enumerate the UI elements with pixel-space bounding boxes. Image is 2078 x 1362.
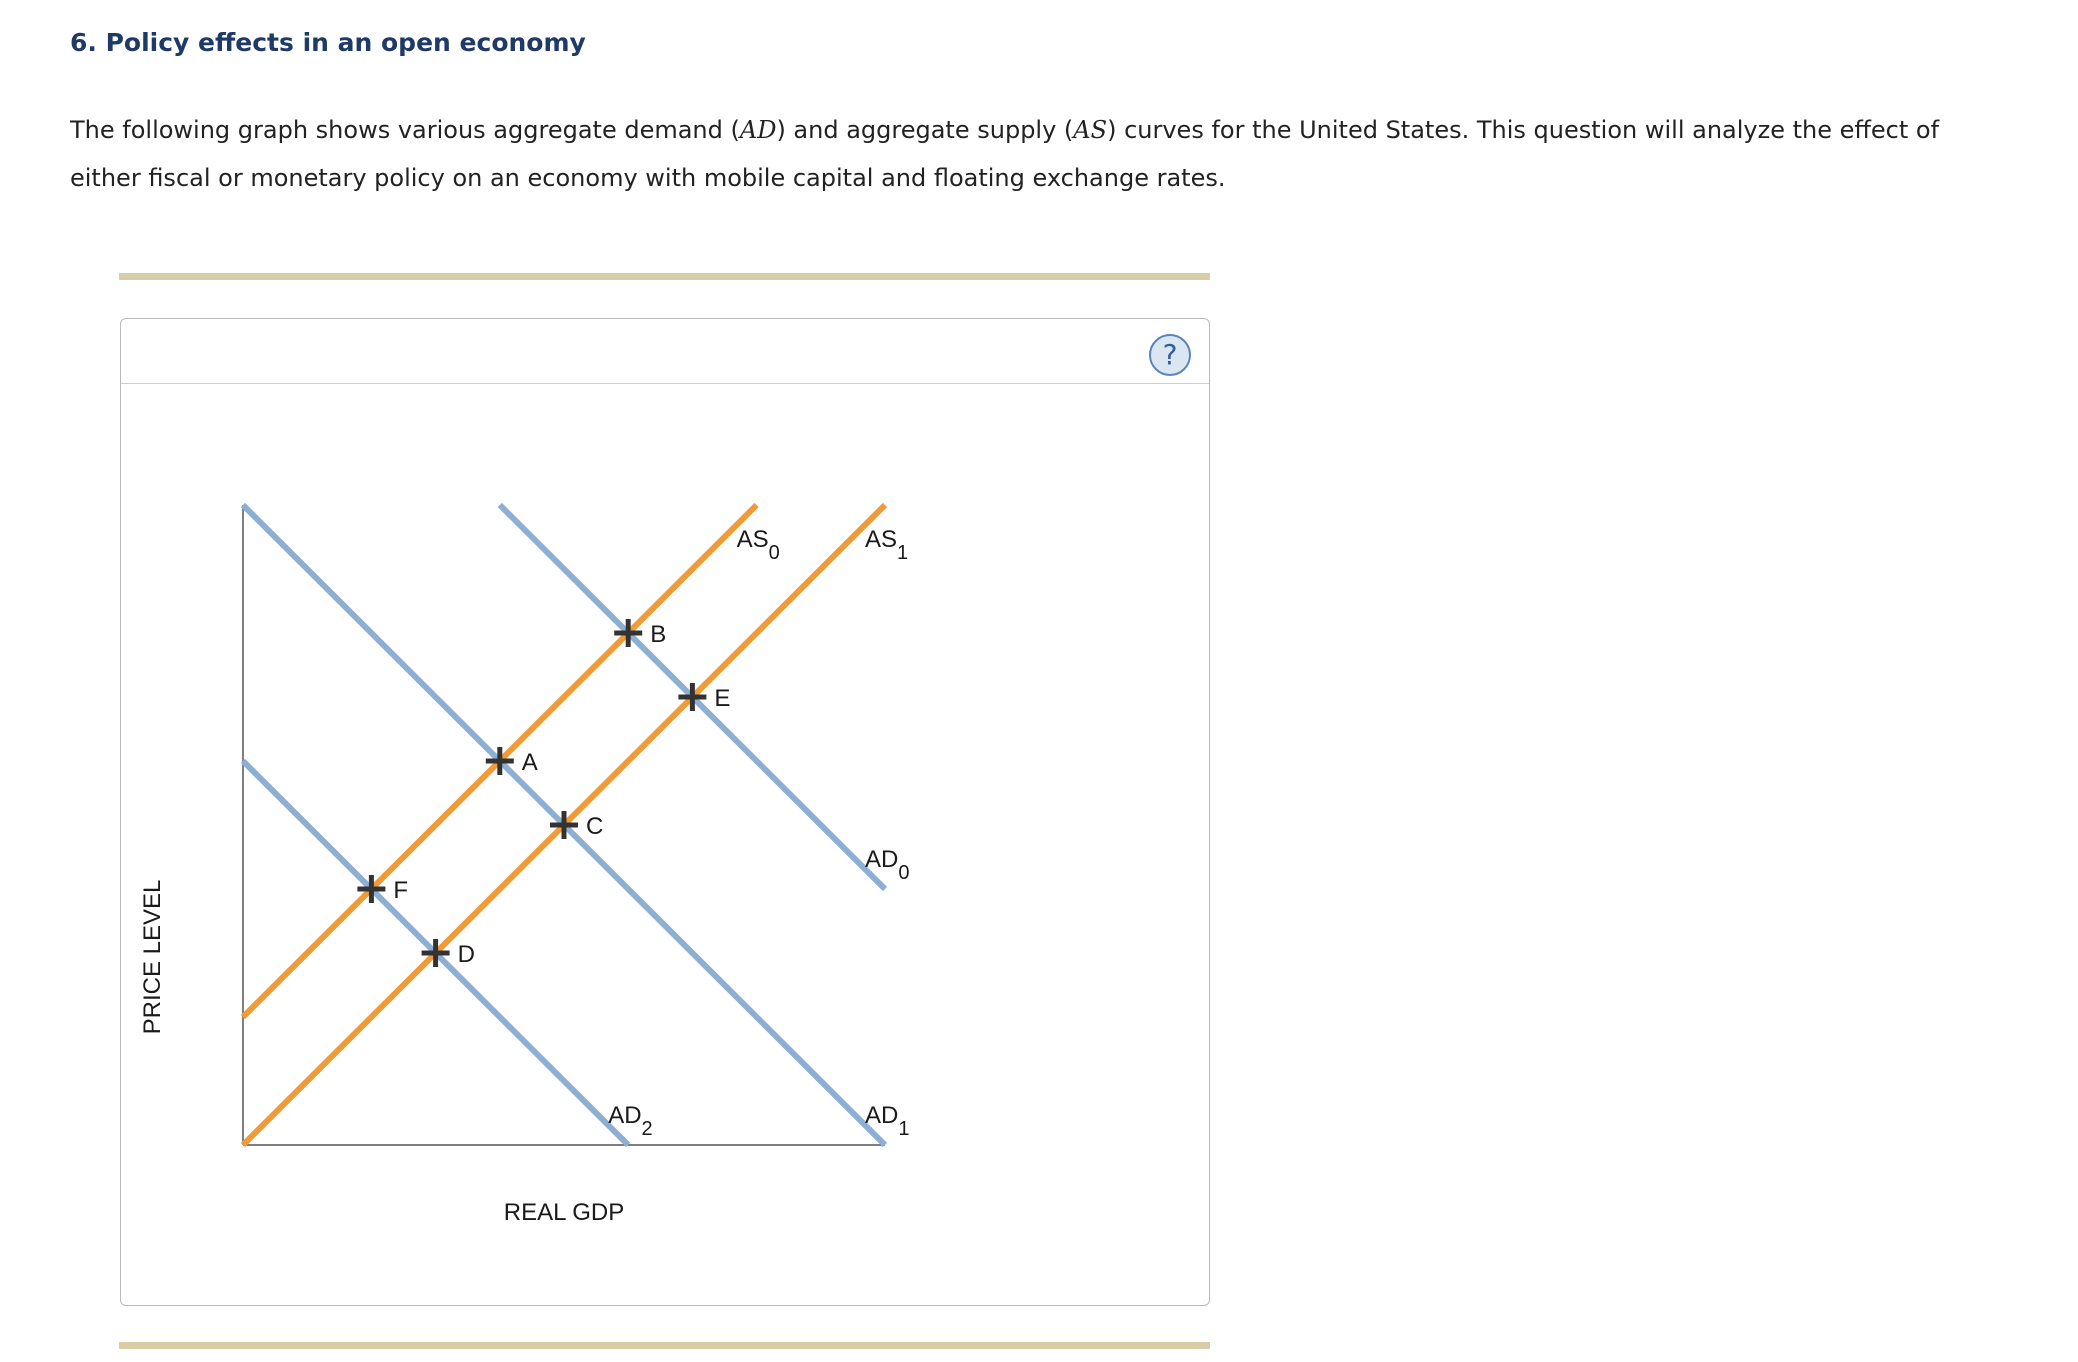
curve-label-ad0: $AD_0$ [865, 846, 910, 884]
question-title: 6. Policy effects in an open economy [70, 28, 586, 57]
question-text-part: The following graph shows various aggregate demand ( [70, 116, 740, 144]
question-text-part: ) and aggregate supply ( [776, 116, 1074, 144]
ad-as-chart [121, 319, 1209, 1305]
bottom-divider [119, 1342, 1210, 1349]
y-axis-label: PRICE LEVEL [139, 879, 166, 1035]
point-label-c: C [586, 813, 604, 840]
help-button[interactable]: ? [1149, 334, 1191, 376]
x-axis-label: REAL GDP [503, 1199, 625, 1226]
curve-label-ad2: $AD_2$ [608, 1102, 653, 1140]
graph-panel [120, 318, 1210, 1306]
point-label-e: E [714, 685, 731, 712]
point-label-a: A [521, 749, 538, 776]
question-text-part: ) curves for the United States. This question will analyze the effect of either fiscal or monetary policy on an economy with mobile capital and floating exchange rates. [70, 116, 1940, 192]
question-text [70, 106, 1950, 202]
ad-symbol: AD [739, 116, 777, 144]
curve-label-as0: $AS_0$ [736, 526, 780, 564]
top-divider [119, 273, 1210, 280]
point-label-d: D [457, 941, 475, 968]
point-label-b: B [650, 621, 667, 648]
point-label-f: F [393, 877, 409, 904]
curve-label-ad1: $AD_1$ [865, 1102, 910, 1140]
as-symbol: AS [1073, 116, 1108, 144]
curve-label-as1: $AS_1$ [865, 526, 909, 564]
